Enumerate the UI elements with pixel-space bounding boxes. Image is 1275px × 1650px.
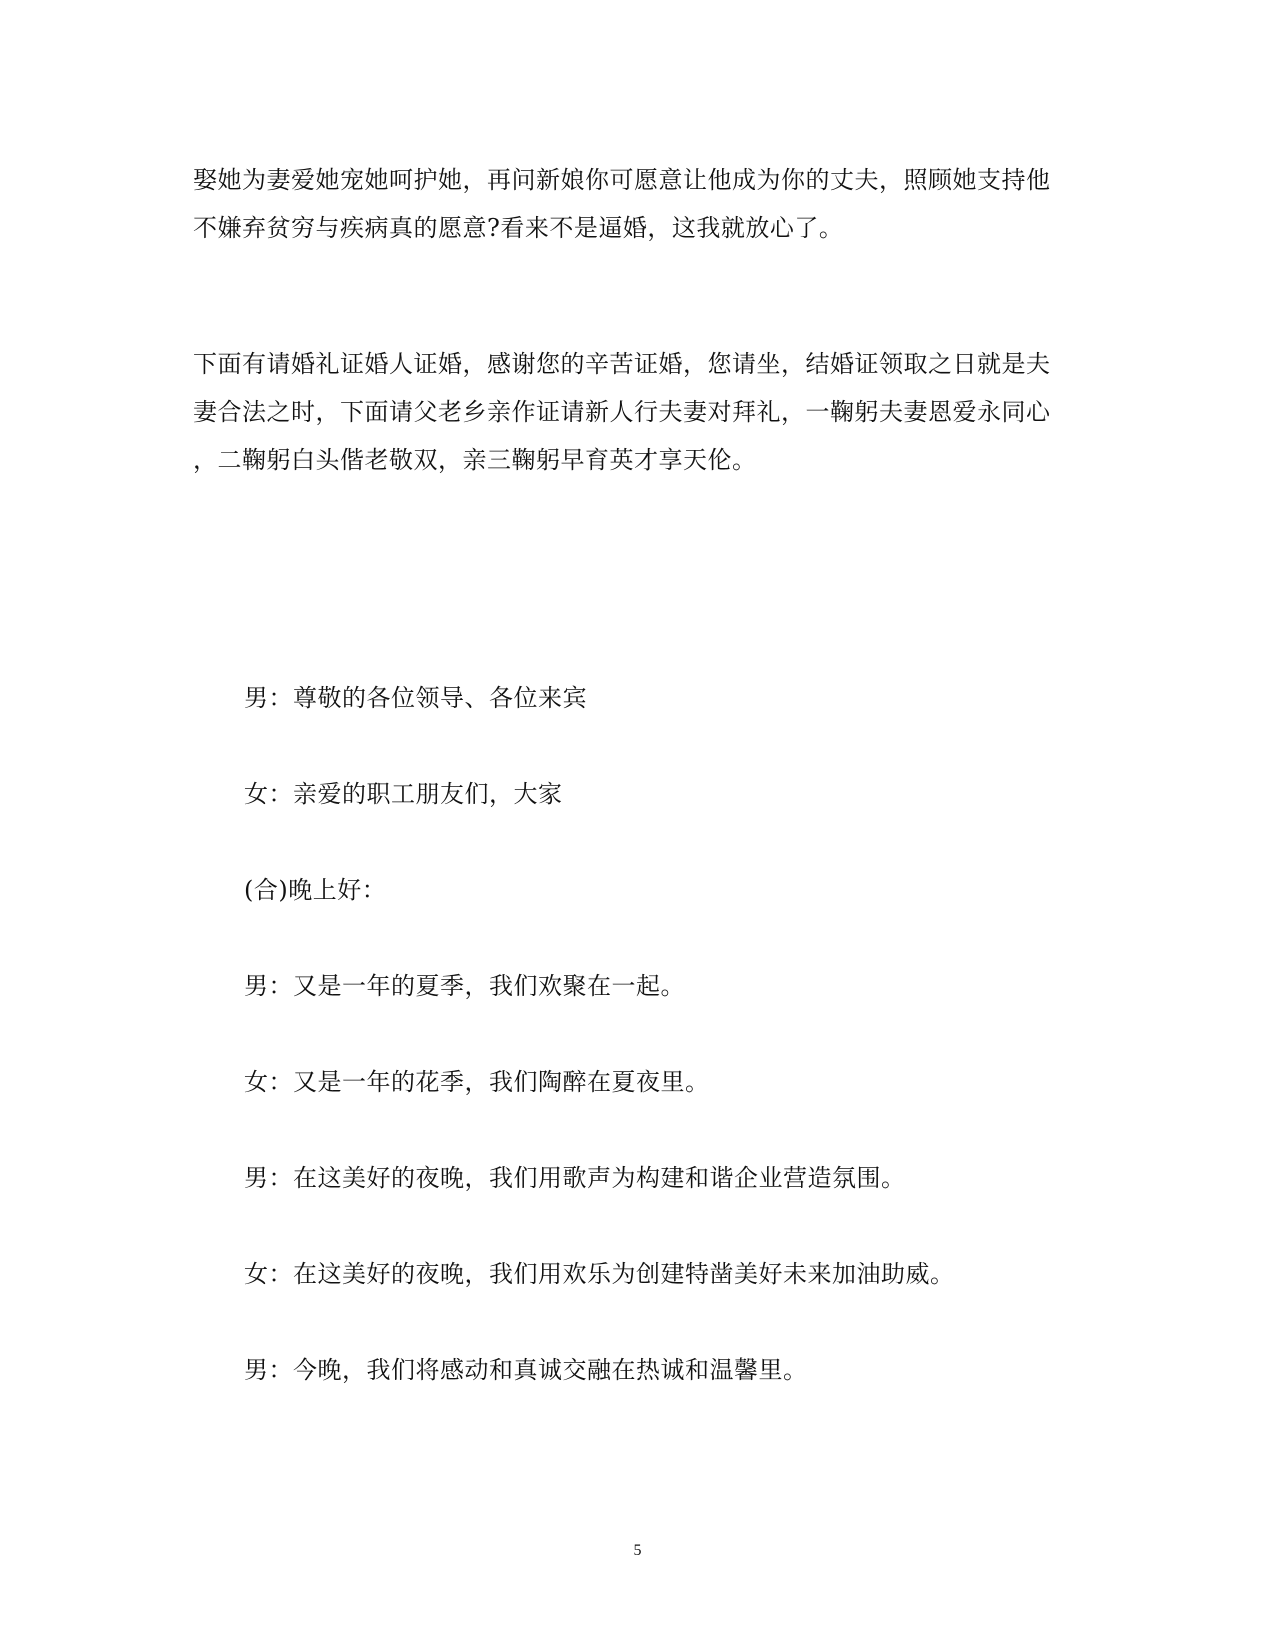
paragraph-2-line-3: ，二鞠躬白头偕老敬双，亲三鞠躬早育英才享天伦。 [193,446,757,474]
dialogue-line: 女：又是一年的花季，我们陶醉在夏夜里。 [244,1068,710,1096]
dialogue-line: 男：又是一年的夏季，我们欢聚在一起。 [244,972,685,1000]
dialogue-line: 男：今晚，我们将感动和真诚交融在热诚和温馨里。 [244,1356,808,1384]
paragraph-1-line-1: 娶她为妻爱她宠她呵护她，再问新娘你可愿意让他成为你的丈夫，照顾她支持他 [193,166,1051,194]
dialogue-line: 女：亲爱的职工朋友们，大家 [244,780,563,808]
paragraph-1-line-2: 不嫌弃贫穷与疾病真的愿意?看来不是逼婚，这我就放心了。 [193,214,844,242]
dialogue-line: (合)晚上好： [244,876,387,904]
paragraph-2-line-1: 下面有请婚礼证婚人证婚，感谢您的辛苦证婚，您请坐，结婚证领取之日就是夫 [193,350,1051,378]
dialogue-line: 女：在这美好的夜晚，我们用欢乐为创建特凿美好未来加油助威。 [244,1260,955,1288]
page-number: 5 [633,1542,642,1559]
dialogue-line: 男：在这美好的夜晚，我们用歌声为构建和谐企业营造氛围。 [244,1164,906,1192]
dialogue-line: 男：尊敬的各位领导、各位来宾 [244,684,587,712]
paragraph-2-line-2: 妻合法之时，下面请父老乡亲作证请新人行夫妻对拜礼，一鞠躬夫妻恩爱永同心 [193,398,1051,426]
